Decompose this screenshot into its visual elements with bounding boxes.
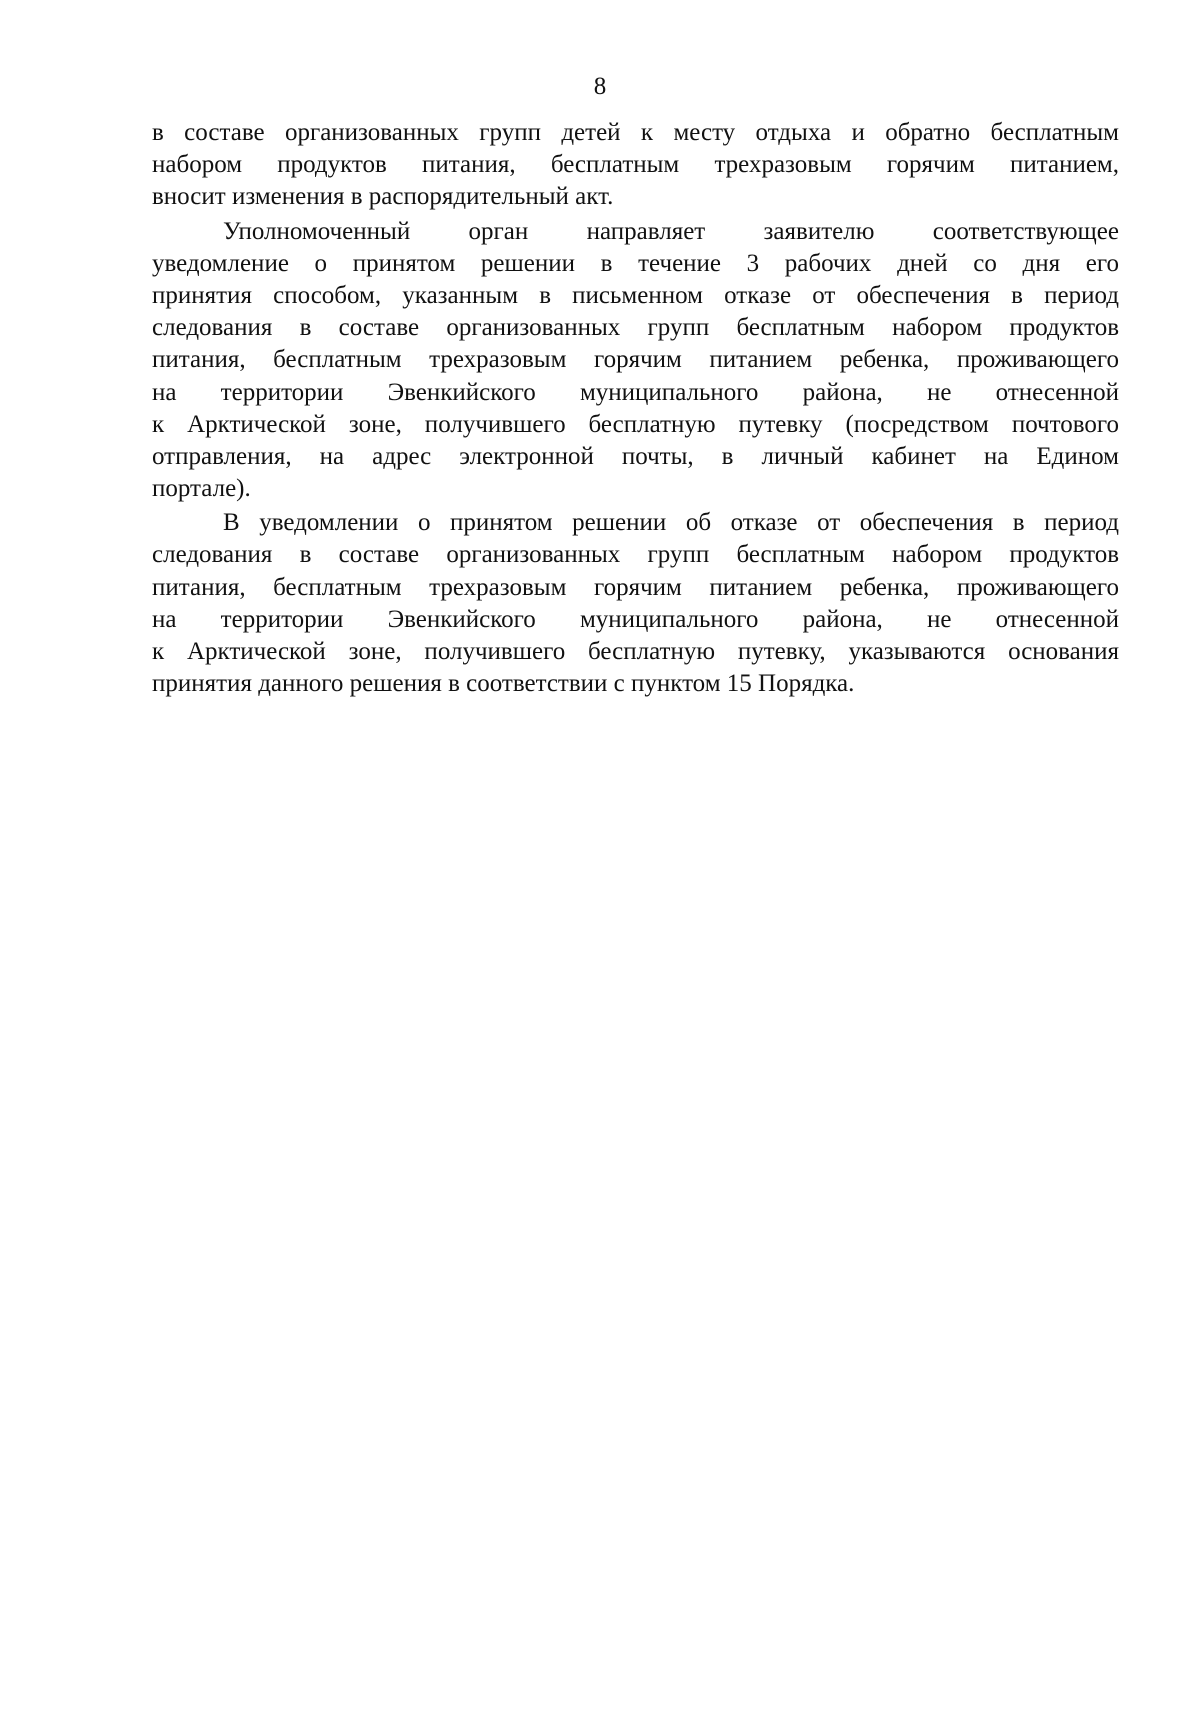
text-line: набором продуктов питания, бесплатным трехразовым горячим питанием, (152, 151, 1119, 179)
text-line: к Арктической зоне, получившего бесплатную путевку, указываются основания (152, 638, 1119, 665)
text-line: принятия данного решения в соответствии с пунктом 15 Порядка. (152, 670, 855, 698)
page-number: 8 (593, 73, 607, 100)
text-line: вносит изменения в распорядительный акт. (152, 183, 614, 211)
text-line: на территории Эвенкийского муниципального района, не отнесенной (152, 605, 1119, 633)
text-line: на территории Эвенкийского муниципального района, не отнесенной (152, 378, 1119, 406)
text-line: питания, бесплатным трехразовым горячим питанием ребенка, проживающего (152, 573, 1119, 601)
text-line: принятия способом, указанным в письменном отказе от обеспечения в период (152, 281, 1119, 309)
paragraph-1 (152, 117, 1119, 214)
paragraph-3 (152, 507, 1119, 700)
text-line: питания, бесплатным трехразовым горячим питанием ребенка, проживающего (152, 346, 1119, 374)
text-line: к Арктической зоне, получившего бесплатную путевку (посредством почтового (152, 410, 1119, 438)
text-line: следования в составе организованных групп бесплатным набором продуктов (152, 314, 1119, 342)
text-line: уведомление о принятом решении в течение 3 рабочих дней со дня его (152, 249, 1119, 277)
paragraph-2 (152, 216, 1119, 506)
text-line: Уполномоченный орган направляет заявителю соответствующее (223, 217, 1119, 245)
text-line: отправления, на адрес электронной почты, в личный кабинет на Едином (152, 442, 1119, 470)
text-line: портале). (152, 475, 251, 503)
text-line: В уведомлении о принятом решении об отказе от обеспечения в период (223, 509, 1119, 537)
document-body (152, 117, 1119, 700)
text-line: следования в составе организованных групп бесплатным набором продуктов (152, 541, 1119, 569)
text-line: в составе организованных групп детей к месту отдыха и обратно бесплатным (152, 119, 1119, 146)
